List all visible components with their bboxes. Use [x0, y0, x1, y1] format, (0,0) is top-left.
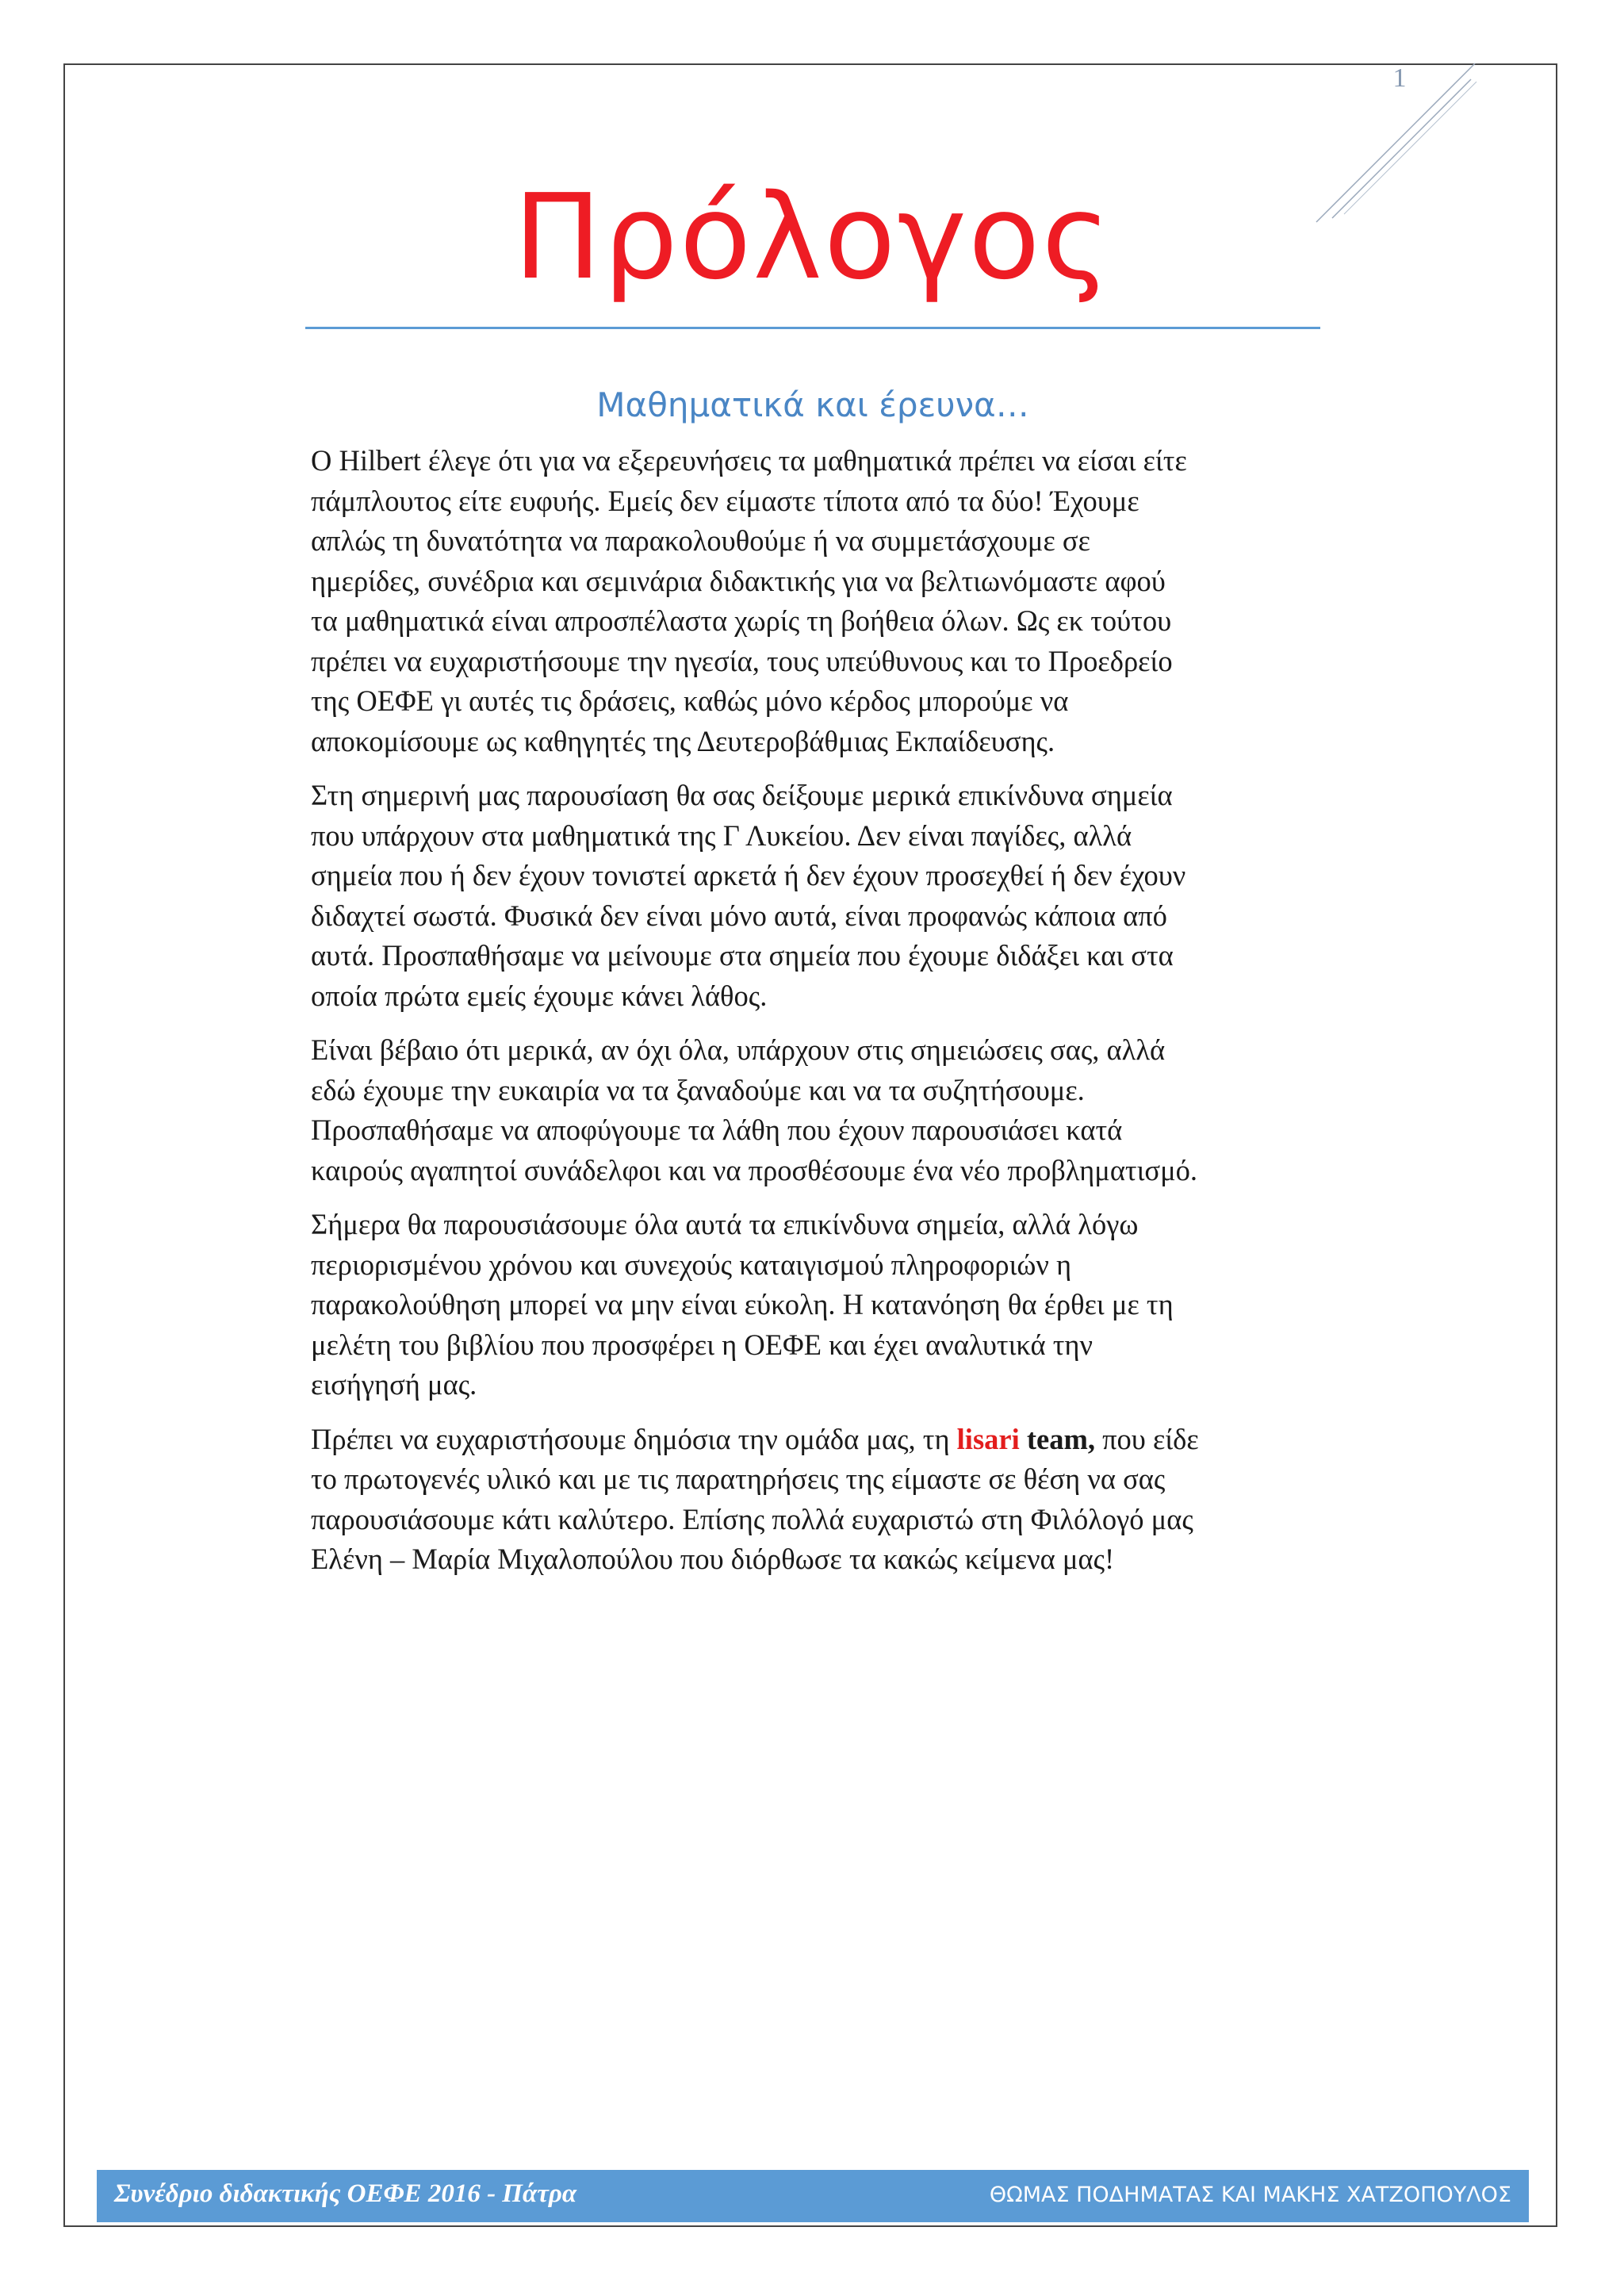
text-line: Στη σημερινή μας παρουσίαση θα σας δείξουμε μερικά επικίνδυνα σημεία: [311, 779, 1173, 811]
text-line: Είναι βέβαιο ότι μερικά, αν όχι όλα, υπάρχουν στις σημειώσεις σας, αλλά: [311, 1033, 1166, 1066]
text-line: μελέτη του βιβλίου που προσφέρει η ΟΕΦΕ και έχει αναλυτικά την: [311, 1328, 1093, 1361]
footer-conference: Συνέδριο διδακτικής ΟΕΦΕ 2016 - Πάτρα: [114, 2179, 577, 2208]
brand-lisari: lisari: [956, 1422, 1020, 1455]
text-line: της ΟΕΦΕ γι αυτές τις δράσεις, καθώς μόνο κέρδος μπορούμε να: [311, 684, 1069, 717]
text-fragment: που είδε: [1095, 1422, 1199, 1455]
footer-bar: [97, 2170, 1529, 2222]
text-line: σημεία που ή δεν έχουν τονιστεί αρκετά ή δεν έχουν προσεχθεί ή δεν έχουν: [311, 859, 1186, 891]
footer-authors: ΘΩΜΑΣ ΠΟΔΗΜΑΤΑΣ ΚΑΙ ΜΑΚΗΣ ΧΑΤΖΟΠΟΥΛΟΣ: [989, 2183, 1511, 2207]
text-line: αυτά. Προσπαθήσαμε να μείνουμε στα σημεία που έχουμε διδάξει και στα: [311, 939, 1174, 972]
text-line: παρακολούθηση μπορεί να μην είναι εύκολη. Η κατανόηση θα έρθει με τη: [311, 1288, 1174, 1320]
text-line: Ο Hilbert έλεγε ότι για να εξερευνήσεις τα μαθηματικά πρέπει να είσαι είτε: [311, 444, 1187, 477]
paragraph-4: [311, 1205, 1334, 1405]
text-line: οποία πρώτα εμείς έχουμε κάνει λάθος.: [311, 979, 768, 1012]
text-line: εισήγησή μας.: [311, 1368, 477, 1401]
paragraph-3: [311, 1030, 1334, 1190]
brand-team: team,: [1019, 1422, 1095, 1455]
corner-line-3: [1344, 82, 1477, 214]
text-line: τα μαθηματικά είναι απροσπέλαστα χωρίς τη βοήθεια όλων. Ως εκ τούτου: [311, 604, 1172, 637]
paragraph-1: [311, 441, 1334, 761]
page-title: Πρόλογος: [513, 169, 1113, 305]
body-text: [311, 441, 1334, 1594]
text-line: [311, 1420, 1334, 1460]
text-line: Προσπαθήσαμε να αποφύγουμε τα λάθη που έχουν παρουσιάσει κατά: [311, 1114, 1123, 1146]
paragraph-2: [311, 776, 1334, 1016]
corner-decoration: [1308, 56, 1483, 230]
text-line: ημερίδες, συνέδρια και σεμινάρια διδακτικής για να βελτιωνόμαστε αφού: [311, 564, 1166, 597]
paragraph-5: [311, 1420, 1334, 1580]
page-number: 1: [1392, 63, 1407, 93]
section-subtitle: Μαθηματικά και έρευνα…: [596, 385, 1029, 424]
text-line: πρέπει να ευχαριστήσουμε την ηγεσία, τους υπεύθυνους και το Προεδρείο: [311, 644, 1173, 677]
text-line: εδώ έχουμε την ευκαιρία να τα ξαναδούμε και να τα συζητήσουμε.: [311, 1073, 1085, 1106]
text-line: διδαχτεί σωστά. Φυσικά δεν είναι μόνο αυτά, είναι προφανώς κάποια από: [311, 899, 1167, 932]
text-fragment: Πρέπει να ευχαριστήσουμε δημόσια την ομάδα μας, τη: [311, 1422, 957, 1455]
title-underline: [305, 327, 1320, 329]
text-line: απλώς τη δυνατότητα να παρακολουθούμε ή να συμμετάσχουμε σε: [311, 524, 1090, 557]
corner-line-1: [1316, 63, 1475, 222]
corner-line-2: [1332, 79, 1471, 218]
text-line: που υπάρχουν στα μαθηματικά της Γ Λυκείου. Δεν είναι παγίδες, αλλά: [311, 818, 1132, 852]
text-line: το πρωτογενές υλικό και με τις παρατηρήσεις της είμαστε σε θέση να σας: [311, 1462, 1166, 1495]
text-line: πάμπλουτος είτε ευφυής. Εμείς δεν είμαστε τίποτα από τα δύο! Έχουμε: [311, 484, 1139, 517]
text-line: περιορισμένου χρόνου και συνεχούς καταιγισμού πληροφοριών η: [311, 1248, 1072, 1281]
text-line: παρουσιάσουμε κάτι καλύτερο. Επίσης πολλά ευχαριστώ στη Φιλόλογό μας: [311, 1502, 1193, 1535]
text-line: Ελένη – Μαρία Μιχαλοπούλου που διόρθωσε τα κακώς κείμενα μας!: [311, 1543, 1115, 1575]
text-line: Σήμερα θα παρουσιάσουμε όλα αυτά τα επικίνδυνα σημεία, αλλά λόγω: [311, 1208, 1139, 1240]
text-line: αποκομίσουμε ως καθηγητές της Δευτεροβάθμιας Εκπαίδευσης.: [311, 724, 1055, 757]
text-line: καιρούς αγαπητοί συνάδελφοι και να προσθέσουμε ένα νέο προβληματισμό.: [311, 1153, 1198, 1186]
